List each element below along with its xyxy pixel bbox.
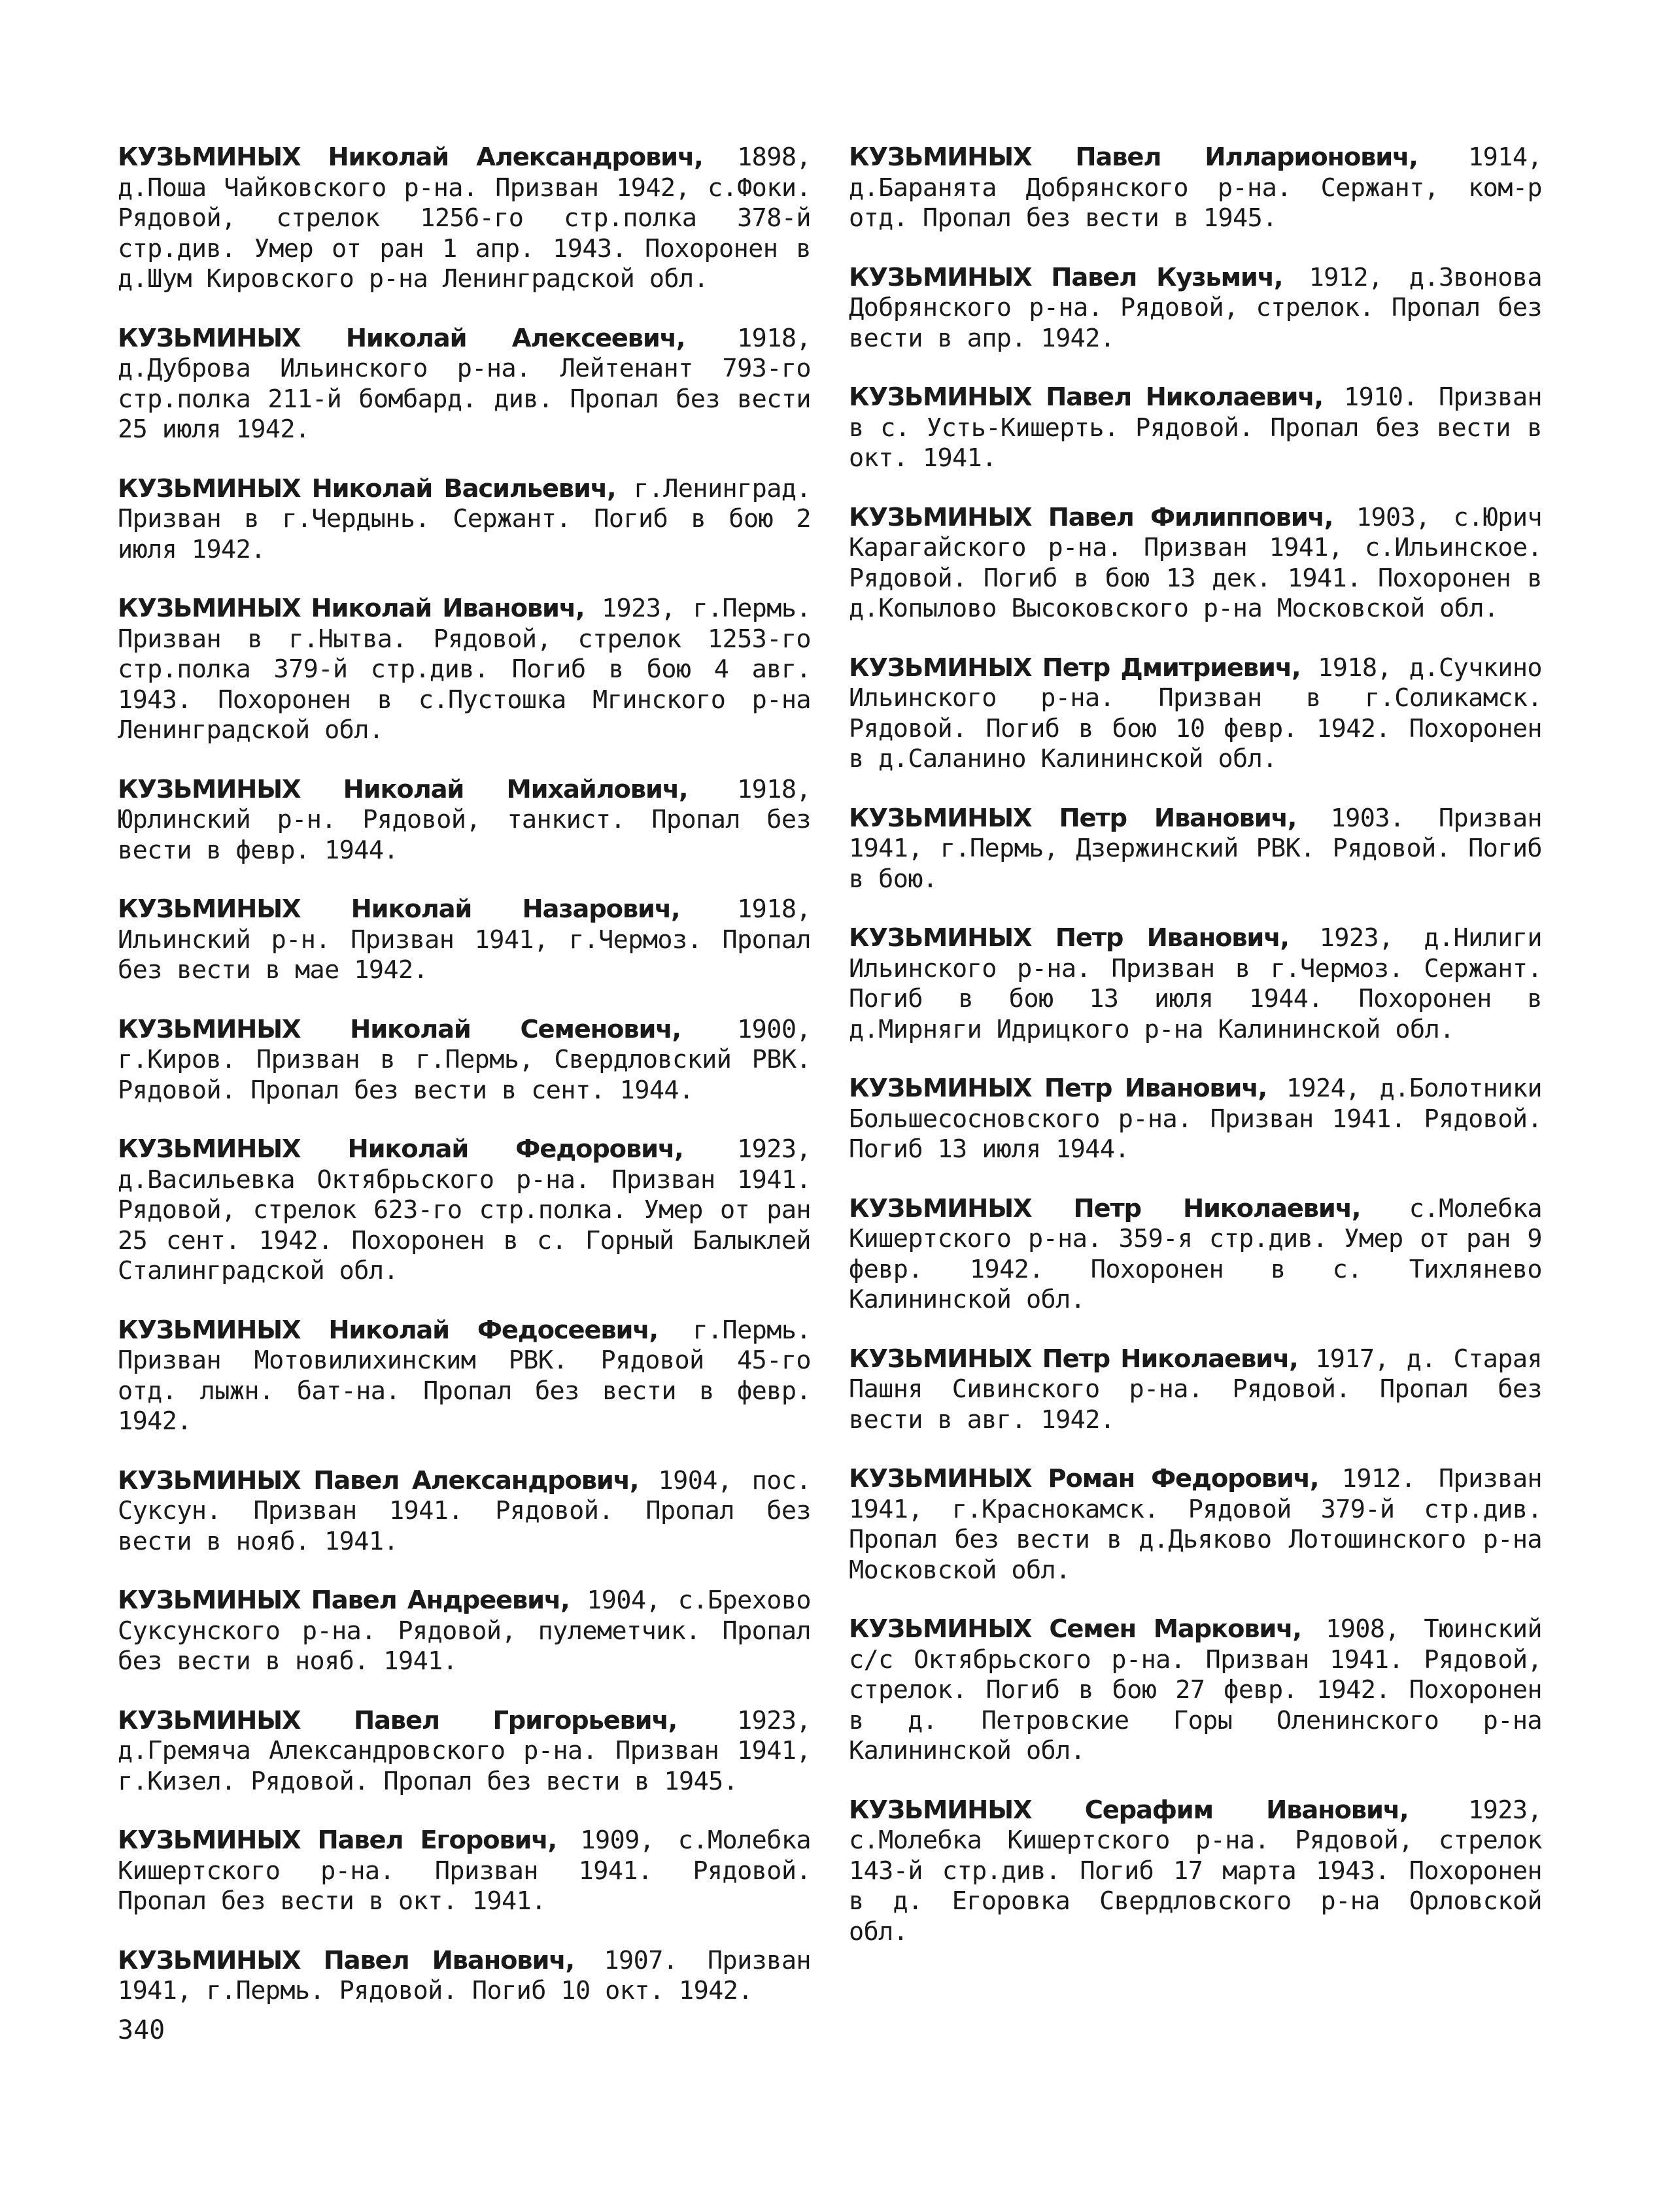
entry-name: КУЗЬМИНЫХ Роман Федорович, — [849, 1464, 1319, 1493]
entry-text: 1904, пос. Суксун. Призван 1941. Рядовой. Пропал без вести в нояб. 1941. — [118, 1465, 811, 1556]
entry-text: 1918, Юрлинский р-н. Рядовой, танкист. Пропал без вести в февр. 1944. — [118, 774, 811, 865]
entry-text: 1914, д.Баранята Добрянского р-на. Сержант, ком-р отд. Пропал без вести в 1945. — [849, 143, 1542, 233]
entry-text: 1923, с.Молебка Кишертского р-на. Рядовой, стрелок 143-й стр.див. Погиб 17 марта 1943. Похоронен в д. Егоровка Свердловского р-на Орловской обл. — [849, 1795, 1542, 1947]
entry-name: КУЗЬМИНЫХ Павел Григорьевич, — [118, 1705, 677, 1735]
entry — [849, 1464, 1542, 1586]
entry — [849, 923, 1542, 1045]
left-column — [118, 143, 811, 2035]
entry — [849, 383, 1542, 474]
entry-text: 1917, д. Старая Пашня Сивинского р-на. Рядовой. Пропал без вести в авг. 1942. — [849, 1344, 1542, 1435]
entry — [849, 653, 1542, 775]
entry-name: КУЗЬМИНЫХ Павел Филиппович, — [849, 502, 1333, 532]
entry-name: КУЗЬМИНЫХ Семен Маркович, — [849, 1614, 1301, 1644]
entry-text: 1908, Тюинский с/с Октябрьского р-на. Призван 1941. Рядовой, стрелок. Погиб в бою 27 февр. 1942. Похоронен в д. Петровские Горы Оленинского р-на Калининской обл. — [849, 1614, 1542, 1765]
entry — [849, 263, 1542, 354]
entry — [118, 1826, 811, 1917]
entry — [849, 1344, 1542, 1436]
entry — [118, 1946, 811, 2007]
entry — [118, 594, 811, 746]
entry-name: КУЗЬМИНЫХ Павел Александрович, — [118, 1465, 639, 1495]
entry-text: 1923, д.Гремяча Александровского р-на. Призван 1941, г.Кизел. Рядовой. Пропал без вести в 1945. — [118, 1705, 811, 1796]
entry-text: 1910. Призван в с. Усть-Кишерть. Рядовой. Пропал без вести в окт. 1941. — [849, 383, 1542, 473]
entry — [118, 143, 811, 295]
entry-text: 1903, с.Юрич Карагайского р-на. Призван 1941, с.Ильинское. Рядовой. Погиб в бою 13 дек. 1941. Похоронен в д.Копылово Высоковского р-на Московской обл. — [849, 502, 1542, 623]
entry-text: 1898, д.Поша Чайковского р-на. Призван 1942, с.Фоки. Рядовой, стрелок 1256-го стр.полка 378-й стр.див. Умер от ран 1 апр. 1943. Похоронен в д.Шум Кировского р-на Ленинградской обл. — [118, 143, 811, 294]
entry — [118, 1706, 811, 1797]
entry-name: КУЗЬМИНЫХ Павел Егорович, — [118, 1826, 557, 1855]
entry-text: 1924, д.Болотники Большесосновского р-на. Призван 1941. Рядовой. Погиб 13 июля 1944. — [849, 1074, 1542, 1164]
entry — [118, 1316, 811, 1437]
entry-name: КУЗЬМИНЫХ Павел Иванович, — [118, 1945, 574, 1975]
entry — [849, 503, 1542, 624]
right-column — [849, 143, 1542, 1976]
entry-text: 1923, д.Васильевка Октябрьского р-на. Призван 1941. Рядовой, стрелок 623-го стр.полка. Умер от ран 25 сент. 1942. Похоронен в с. Горный Балыклей Сталинградской обл. — [118, 1134, 811, 1285]
entry — [849, 143, 1542, 234]
entry-text: 1918, д.Дуброва Ильинского р-на. Лейтенант 793-го стр.полка 211-й бомбард. див. Пропал без вести 25 июля 1942. — [118, 323, 811, 444]
entry — [118, 474, 811, 566]
entry-text: 1912, д.Звонова Добрянского р-на. Рядовой, стрелок. Пропал без вести в апр. 1942. — [849, 262, 1542, 353]
entry-name: КУЗЬМИНЫХ Петр Иванович, — [849, 923, 1289, 953]
entry-name: КУЗЬМИНЫХ Николай Михайлович, — [118, 774, 688, 804]
entry-text: 1904, с.Брехово Суксунского р-на. Рядовой, пулеметчик. Пропал без вести в нояб. 1941. — [118, 1586, 811, 1676]
entry — [849, 1795, 1542, 1948]
entry-text: 1907. Призван 1941, г.Пермь. Рядовой. Погиб 10 окт. 1942. — [118, 1945, 811, 2005]
entry-text: 1903. Призван 1941, г.Пермь, Дзержинский РВК. Рядовой. Погиб в бою. — [849, 803, 1542, 894]
entry — [849, 1194, 1542, 1316]
entry-text: 1912. Призван 1941, г.Краснокамск. Рядовой 379-й стр.див. Пропал без вести в д.Дьяково Лотошинского р-на Московской обл. — [849, 1464, 1542, 1585]
entry-text: 1918, д.Сучкино Ильинского р-на. Призван в г.Соликамск. Рядовой. Погиб в бою 10 февр. 1942. Похоронен в д.Саланино Калининской обл. — [849, 653, 1542, 774]
entry-text: г.Ленинград. Призван в г.Чердынь. Сержант. Погиб в бою 2 июля 1942. — [118, 473, 811, 564]
entry — [849, 1614, 1542, 1767]
page-number: 340 — [118, 2015, 165, 2045]
entry — [118, 324, 811, 445]
entry-name: КУЗЬМИНЫХ Николай Назарович, — [118, 894, 680, 924]
entry-name: КУЗЬМИНЫХ Николай Федорович, — [118, 1134, 683, 1164]
entry-name: КУЗЬМИНЫХ Николай Васильевич, — [118, 473, 616, 503]
entry — [118, 775, 811, 866]
entry — [849, 1074, 1542, 1165]
entry-text: 1909, с.Молебка Кишертского р-на. Призван 1941. Рядовой. Пропал без вести в окт. 1941. — [118, 1826, 811, 1916]
entry-name: КУЗЬМИНЫХ Петр Иванович, — [849, 803, 1297, 833]
entry-name: КУЗЬМИНЫХ Петр Николаевич, — [849, 1193, 1361, 1223]
entry-name: КУЗЬМИНЫХ Николай Иванович, — [118, 594, 585, 623]
entry — [849, 804, 1542, 895]
entry-name: КУЗЬМИНЫХ Николай Александрович, — [118, 143, 703, 172]
entry — [118, 1134, 811, 1287]
entry-name: КУЗЬМИНЫХ Николай Алексеевич, — [118, 323, 685, 353]
entry-text: 1918, Ильинский р-н. Призван 1941, г.Чермоз. Пропал без вести в мае 1942. — [118, 894, 811, 985]
entry — [118, 1015, 811, 1106]
entry-name: КУЗЬМИНЫХ Петр Иванович, — [849, 1074, 1267, 1103]
entry-name: КУЗЬМИНЫХ Петр Николаевич, — [849, 1344, 1298, 1374]
entry-text: г.Пермь. Призван Мотовилихинским РВК. Рядовой 45-го отд. лыжн. бат-на. Пропал без вести в февр. 1942. — [118, 1315, 811, 1436]
entry-name: КУЗЬМИНЫХ Петр Дмитриевич, — [849, 653, 1301, 683]
entry — [118, 1466, 811, 1557]
entry — [118, 1586, 811, 1677]
entry-name: КУЗЬМИНЫХ Николай Семенович, — [118, 1014, 681, 1044]
entry-name: КУЗЬМИНЫХ Серафим Иванович, — [849, 1795, 1409, 1825]
entry-text: 1900, г.Киров. Призван в г.Пермь, Свердловский РВК. Рядовой. Пропал без вести в сент. 1944. — [118, 1014, 811, 1105]
entry-name: КУЗЬМИНЫХ Павел Николаевич, — [849, 383, 1323, 412]
entry-name: КУЗЬМИНЫХ Павел Кузьмич, — [849, 262, 1283, 292]
entry-text: 1923, д.Нилиги Ильинского р-на. Призван в г.Чермоз. Сержант. Погиб в бою 13 июля 1944. Похоронен в д.Мирняги Идрицкого р-на Калининской обл. — [849, 923, 1543, 1044]
entry-name: КУЗЬМИНЫХ Павел Илларионович, — [849, 143, 1418, 172]
entry — [118, 894, 811, 986]
entry-text: 1923, г.Пермь. Призван в г.Нытва. Рядовой, стрелок 1253-го стр.полка 379-й стр.див. Погиб в бою 4 авг. 1943. Похоронен в с.Пустошка Мгинского р-на Ленинградской обл. — [118, 594, 812, 745]
entry-name: КУЗЬМИНЫХ Павел Андреевич, — [118, 1586, 570, 1615]
entry-name: КУЗЬМИНЫХ Николай Федосеевич, — [118, 1315, 658, 1345]
entry-text: с.Молебка Кишертского р-на. 359-я стр.див. Умер от ран 9 февр. 1942. Похоронен в с. Тихлянево Калининской обл. — [849, 1193, 1542, 1314]
